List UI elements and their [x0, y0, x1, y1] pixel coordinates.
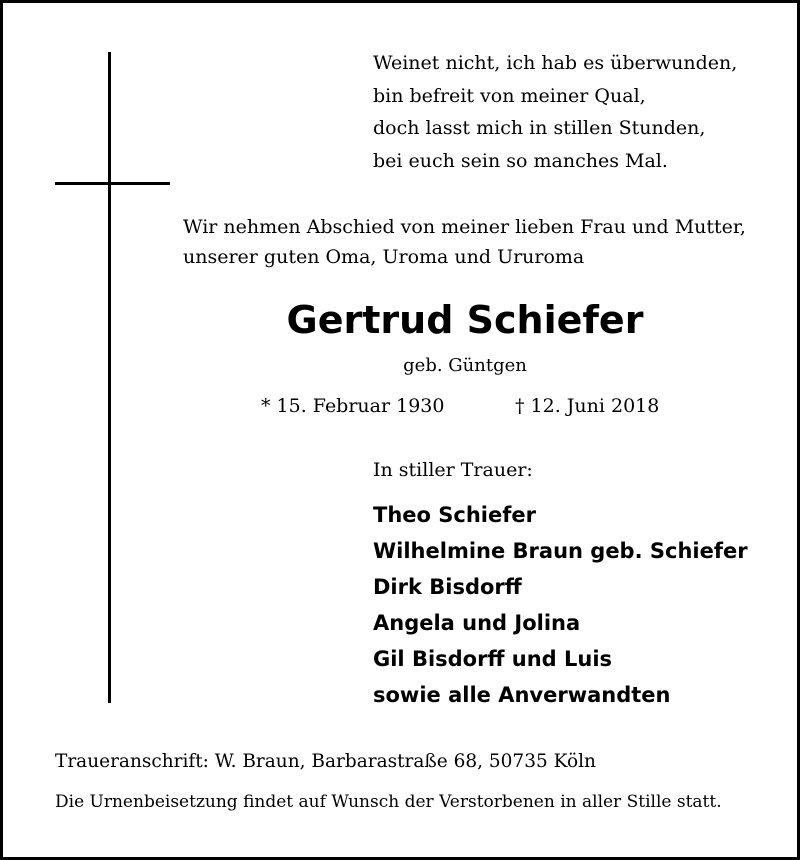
- poem-line: bei euch sein so manches Mal.: [373, 149, 668, 172]
- mourners-list: [373, 497, 748, 713]
- mourner-name: Wilhelmine Braun geb. Schiefer: [373, 539, 748, 563]
- poem: [373, 47, 737, 177]
- mourning-address: Traueranschrift: W. Braun, Barbarastraße 68, 50735 Köln: [55, 751, 596, 772]
- intro-line: unserer guten Oma, Uroma und Ururoma: [183, 246, 585, 268]
- mourner-name: Angela und Jolina: [373, 611, 581, 635]
- poem-line: bin befreit von meiner Qual,: [373, 84, 646, 107]
- farewell-intro: [183, 212, 746, 272]
- death-date: † 12. Juni 2018: [515, 395, 660, 417]
- cross-horizontal-bar: [55, 182, 170, 185]
- mourner-name: Theo Schiefer: [373, 503, 536, 527]
- burial-note: Die Urnenbeisetzung findet auf Wunsch der Verstorbenen in aller Stille statt.: [55, 792, 722, 812]
- intro-line: Wir nehmen Abschied von meiner lieben Frau und Mutter,: [183, 216, 746, 238]
- mourner-name: Dirk Bisdorff: [373, 575, 522, 599]
- mourning-label: In stiller Trauer:: [373, 459, 533, 481]
- mourner-name: sowie alle Anverwandten: [373, 683, 671, 707]
- poem-line: Weinet nicht, ich hab es überwunden,: [373, 52, 738, 74]
- maiden-name: geb. Güntgen: [403, 355, 527, 376]
- deceased-name: Gertrud Schiefer: [286, 298, 644, 342]
- birth-date: * 15. Februar 1930: [261, 395, 445, 417]
- mourner-name: Gil Bisdorff und Luis: [373, 647, 613, 671]
- poem-line: doch lasst mich in stillen Stunden,: [373, 117, 706, 139]
